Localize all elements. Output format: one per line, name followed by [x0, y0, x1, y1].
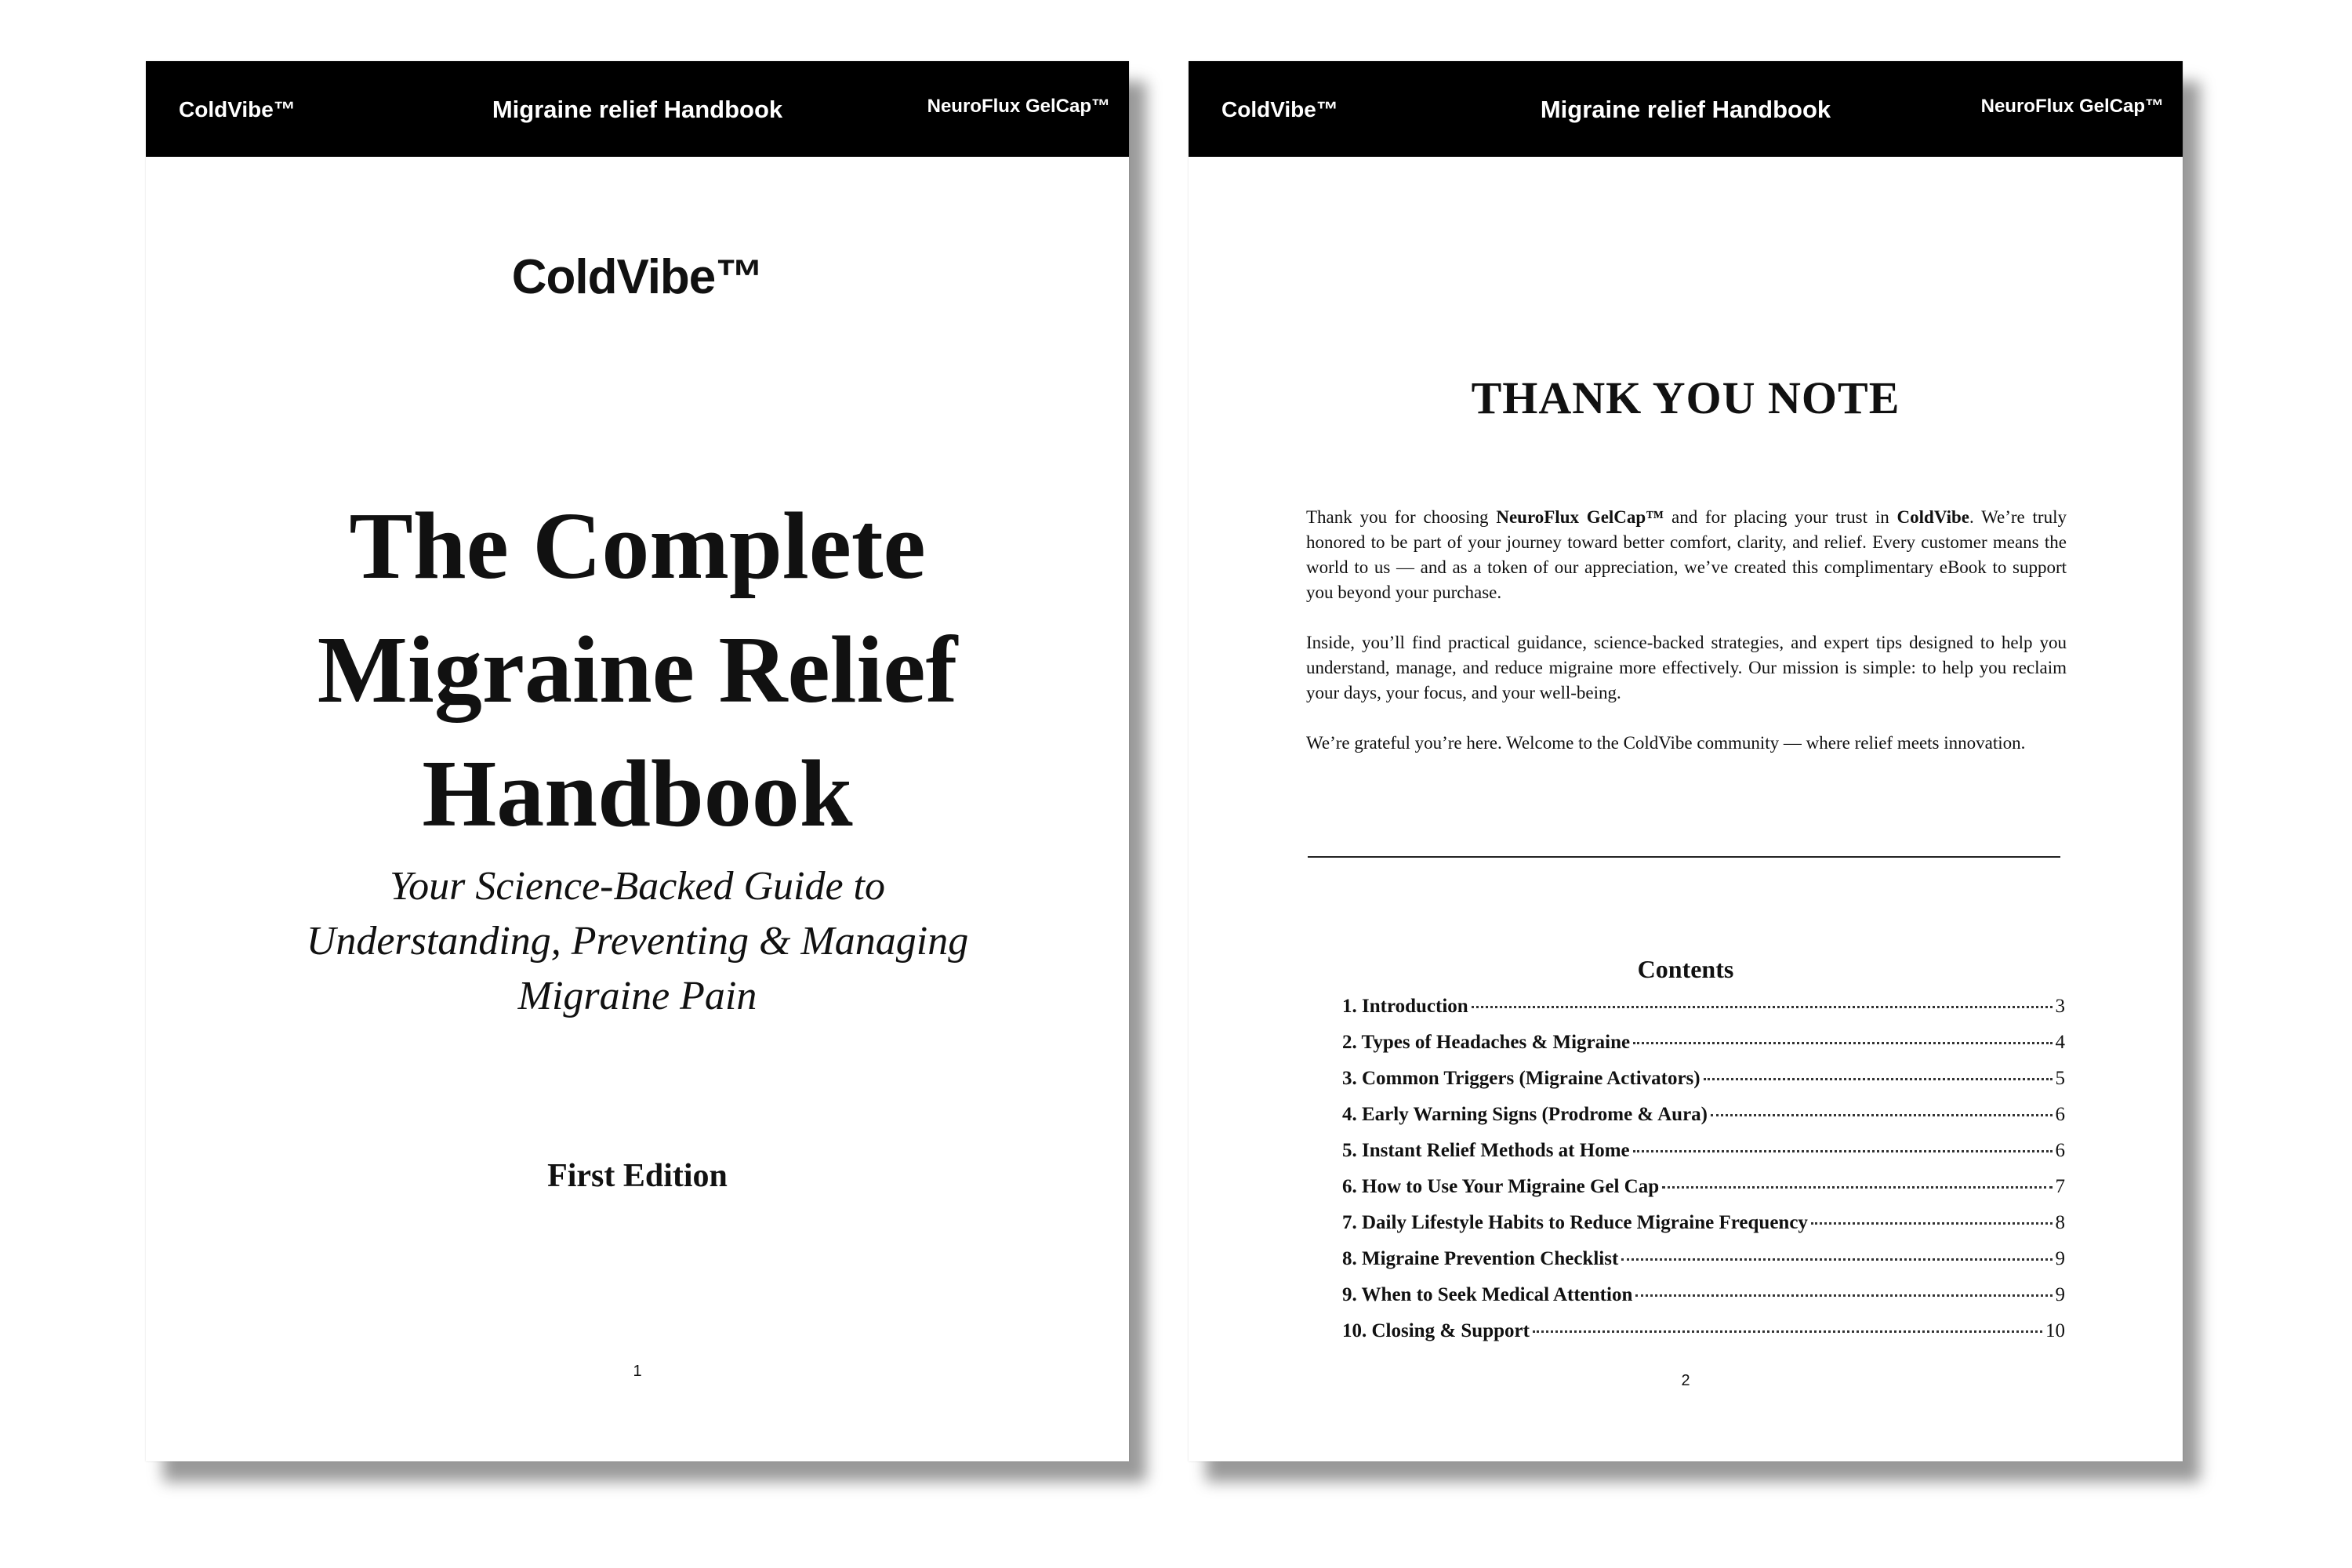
toc-entry-label: 4. Early Warning Signs (Prodrome & Aura): [1342, 1104, 1708, 1125]
toc-entry-label: 7. Daily Lifestyle Habits to Reduce Migraine Frequency: [1342, 1212, 1808, 1233]
toc-entry-label: 5. Instant Relief Methods at Home: [1342, 1140, 1630, 1161]
toc-entry-page: 6: [2055, 1140, 2065, 1161]
brand-logo: ColdVibe™: [511, 250, 764, 304]
product-name: NeuroFlux GelCap™: [1496, 507, 1664, 527]
toc-entry-label: 10. Closing & Support: [1342, 1320, 1530, 1341]
header-title: Migraine relief Handbook: [1540, 96, 1831, 123]
header-title: Migraine relief Handbook: [492, 96, 783, 123]
toc-dot-leader: [1662, 1186, 2052, 1189]
thank-you-body: [1306, 505, 2067, 781]
table-of-contents: [1342, 996, 2065, 1356]
toc-entry-page: 3: [2055, 996, 2065, 1017]
toc-entry-page: 4: [2055, 1032, 2065, 1053]
toc-entry-page: 10: [2045, 1320, 2065, 1341]
toc-dot-leader: [1472, 1006, 2053, 1008]
toc-entry-label: 2. Types of Headaches & Migraine: [1342, 1032, 1631, 1053]
header-product: NeuroFlux GelCap™: [927, 96, 1110, 117]
toc-entry-page: 6: [2055, 1104, 2065, 1125]
toc-dot-leader: [1633, 1042, 2052, 1044]
toc-dot-leader: [1811, 1222, 2053, 1225]
thank-you-paragraph: [1306, 505, 2067, 605]
toc-entry-label: 3. Common Triggers (Migraine Activators): [1342, 1068, 1700, 1089]
text-run: and for placing your trust in: [1664, 507, 1897, 527]
toc-entry[interactable]: [1342, 1068, 2065, 1104]
thank-you-paragraph: Inside, you’ll find practical guidance, science-backed strategies, and expert tips designed to help you understand, manage, and reduce migraine more effectively. Our mission is simple: to help you reclaim your days, your focus, and your well-being.: [1306, 633, 2067, 702]
cover-subtitle-line: Your Science-Backed Guide to: [390, 864, 885, 909]
edition-label: First Edition: [547, 1158, 728, 1194]
toc-entry[interactable]: [1342, 1320, 2065, 1356]
toc-entry[interactable]: [1342, 1140, 2065, 1176]
cover-title: [193, 485, 1082, 856]
thank-you-page: [1189, 61, 2183, 1461]
cover-subtitle: [240, 859, 1035, 1024]
toc-entry-label: 9. When to Seek Medical Attention: [1342, 1284, 1633, 1305]
text-run: . We’re truly honored to be part of your journey toward better comfort, clarity, and relief. Every customer means the world to us — and as a token of our appreciation, we’ve created this complimentary eBook to support you beyond your purchase.: [1306, 507, 2067, 602]
toc-entry-page: 9: [2055, 1248, 2065, 1269]
header-brand: ColdVibe™: [179, 97, 296, 122]
toc-dot-leader: [1704, 1078, 2053, 1080]
toc-dot-leader: [1711, 1114, 2052, 1116]
toc-entry-label: 6. How to Use Your Migraine Gel Cap: [1342, 1176, 1660, 1197]
cover-subtitle-line: Understanding, Preventing & Managing: [306, 919, 969, 964]
toc-entry[interactable]: [1342, 1284, 2065, 1320]
toc-entry-page: 7: [2055, 1176, 2065, 1197]
page-header-bar: [146, 61, 1129, 157]
toc-entry[interactable]: [1342, 1176, 2065, 1212]
toc-entry-label: 1. Introduction: [1342, 996, 1468, 1017]
page-number: 2: [1681, 1372, 1690, 1389]
thank-you-heading: THANK YOU NOTE: [1471, 372, 1900, 423]
toc-entry[interactable]: [1342, 1248, 2065, 1284]
cover-title-line: The Complete: [349, 493, 926, 599]
toc-entry-label: 8. Migraine Prevention Checklist: [1342, 1248, 1619, 1269]
header-product: NeuroFlux GelCap™: [1980, 96, 2164, 117]
toc-entry-page: 8: [2055, 1212, 2065, 1233]
toc-entry[interactable]: [1342, 1104, 2065, 1140]
toc-entry-page: 9: [2055, 1284, 2065, 1305]
toc-dot-leader: [1533, 1330, 2042, 1333]
signature-line: [1308, 856, 2060, 858]
cover-title-line: Handbook: [422, 741, 853, 847]
thank-you-paragraph: We’re grateful you’re here. Welcome to the ColdVibe community — where relief meets innovation.: [1306, 733, 2026, 753]
text-run: Thank you for choosing: [1306, 507, 1497, 527]
cover-title-line: Migraine Relief: [317, 617, 958, 723]
cover-page: [146, 61, 1129, 1461]
page-number: 1: [633, 1363, 642, 1380]
toc-dot-leader: [1635, 1294, 2052, 1297]
cover-subtitle-line: Migraine Pain: [517, 974, 757, 1018]
toc-entry-page: 5: [2055, 1068, 2065, 1089]
toc-entry[interactable]: [1342, 1212, 2065, 1248]
toc-dot-leader: [1633, 1150, 2053, 1152]
toc-entry[interactable]: [1342, 1032, 2065, 1068]
brand-name: ColdVibe: [1896, 507, 1969, 527]
contents-title: Contents: [1637, 955, 1734, 983]
toc-dot-leader: [1621, 1258, 2052, 1261]
header-brand: ColdVibe™: [1221, 97, 1338, 122]
toc-entry[interactable]: [1342, 996, 2065, 1032]
page-header-bar: [1189, 61, 2183, 157]
